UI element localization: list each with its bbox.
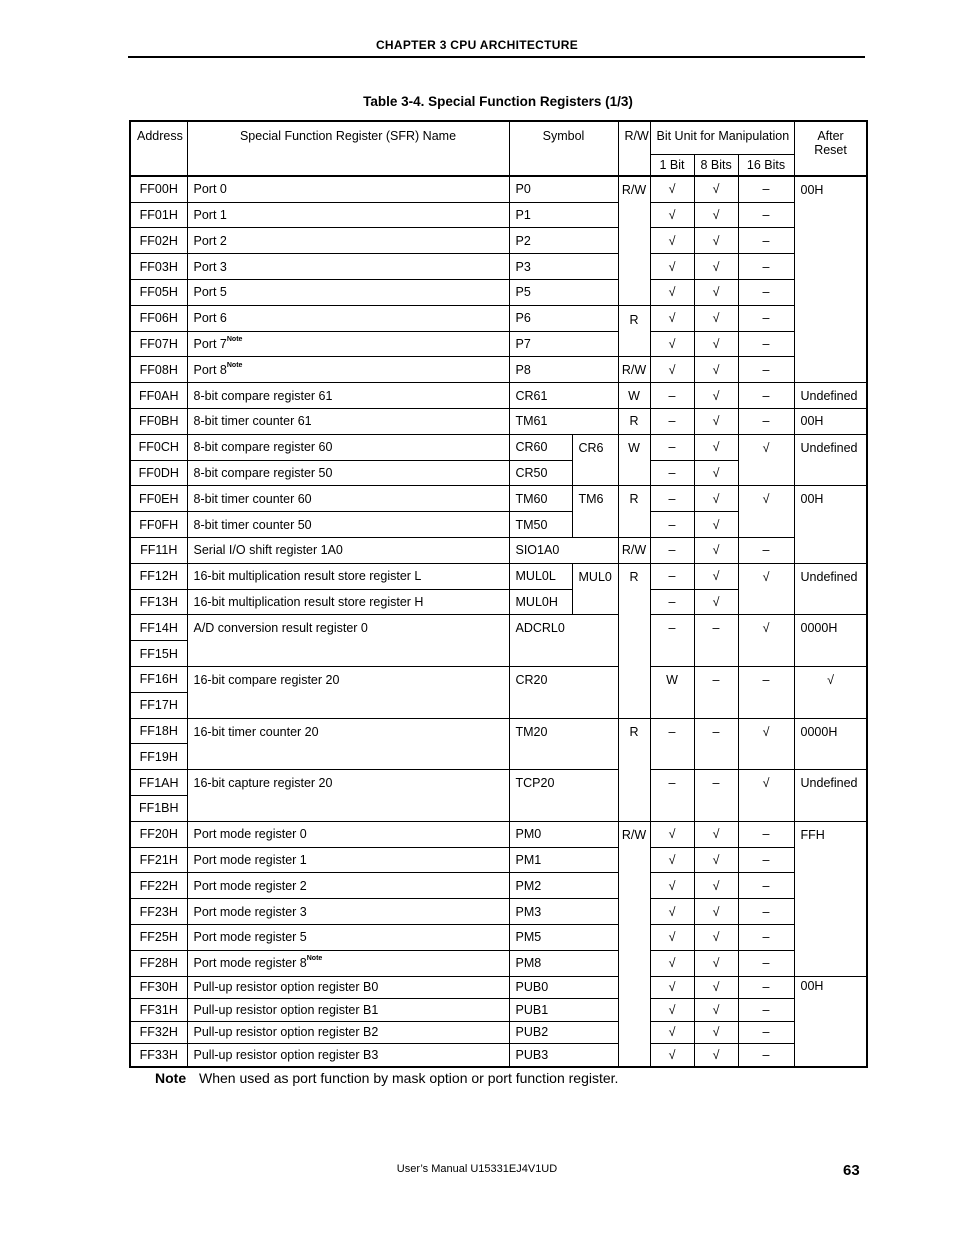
address-cell: FF06H (130, 305, 187, 331)
bit16-cell: – (738, 821, 794, 847)
rw-cell: W (618, 383, 650, 409)
address-cell: FF0FH (130, 512, 187, 538)
bit8-cell: √ (694, 434, 738, 460)
name-cell: Port 1 (187, 202, 509, 228)
bit16-cell: √ (738, 486, 794, 538)
address-cell: FF31H (130, 999, 187, 1022)
bit1-cell: – (650, 537, 694, 563)
address-cell: FF0DH (130, 460, 187, 486)
bit8-cell: √ (694, 202, 738, 228)
symbol-cell: P5 (509, 279, 618, 305)
bit16-cell: – (738, 305, 794, 331)
name-cell: 8-bit timer counter 60 (187, 486, 509, 512)
table-row (130, 821, 867, 847)
col-name: Special Function Register (SFR) Name (187, 121, 509, 176)
name-cell: 8-bit compare register 50 (187, 460, 509, 486)
address-cell: FF28H (130, 950, 187, 976)
table-row (130, 486, 867, 512)
symbol-cell: CR61 (509, 383, 618, 409)
bit8-cell: √ (694, 899, 738, 925)
address-cell: FF1AH (130, 770, 187, 796)
bit8-cell: √ (694, 254, 738, 280)
bit1-cell: – (694, 666, 738, 718)
table-row (130, 1044, 867, 1067)
bit8-cell: √ (694, 589, 738, 615)
bit1-cell: √ (650, 999, 694, 1022)
bit8-cell: √ (694, 331, 738, 357)
table-row (130, 718, 867, 744)
name-cell: 16-bit timer counter 20 (187, 718, 509, 770)
bit8-cell: √ (694, 408, 738, 434)
bit16-cell: – (738, 383, 794, 409)
bit8-cell: √ (694, 1021, 738, 1044)
bit1-cell: √ (650, 1044, 694, 1067)
table-row (130, 615, 867, 641)
name-cell (187, 950, 509, 976)
bit8-cell: √ (694, 228, 738, 254)
bit16-cell: – (738, 976, 794, 999)
table-row (130, 873, 867, 899)
symbol16-cell: CR6 (572, 434, 618, 486)
symbol-cell: P3 (509, 254, 618, 280)
symbol-cell: TM61 (509, 408, 618, 434)
bit8-cell: √ (694, 383, 738, 409)
bit8-cell: √ (694, 563, 738, 589)
symbol-cell: MUL0H (509, 589, 572, 615)
symbol-cell: CR20 (509, 666, 618, 718)
bit8-cell: √ (694, 357, 738, 383)
symbol-cell: PM1 (509, 847, 618, 873)
name-cell: Pull-up resistor option register B0 (187, 976, 509, 999)
address-cell: FF25H (130, 924, 187, 950)
symbol-cell: CR50 (509, 460, 572, 486)
table-row (130, 899, 867, 925)
table-row (130, 924, 867, 950)
bit1-cell: √ (650, 228, 694, 254)
reset-cell: 00H (794, 976, 867, 1067)
register-name: Port 7 (193, 336, 227, 351)
symbol-cell: P1 (509, 202, 618, 228)
bit1-cell: √ (650, 305, 694, 331)
bit1-cell: √ (650, 357, 694, 383)
bit1-cell: – (650, 615, 694, 667)
symbol-cell: MUL0L (509, 563, 572, 589)
name-cell: Serial I/O shift register 1A0 (187, 537, 509, 563)
table-title: Table 3-4. Special Function Registers (1/3) (363, 94, 633, 109)
register-name: Port mode register 8 (193, 956, 307, 971)
name-cell: Pull-up resistor option register B3 (187, 1044, 509, 1067)
symbol-cell: P8 (509, 357, 618, 383)
table-row (130, 563, 867, 589)
table-row (130, 847, 867, 873)
bit16-cell: – (738, 537, 794, 563)
col-symbol: Symbol (509, 121, 618, 176)
table-row (130, 176, 867, 202)
note-label: Note (155, 1070, 187, 1086)
bit8-cell: – (738, 666, 794, 718)
bit16-cell: – (738, 999, 794, 1022)
register-name: Port 8 (193, 362, 227, 377)
reset-label: Reset (814, 143, 847, 157)
chapter-heading: CHAPTER 3 CPU ARCHITECTURE (375, 38, 579, 52)
address-cell: FF14H (130, 615, 187, 641)
bit8-cell: √ (694, 176, 738, 202)
bit1-cell: √ (650, 176, 694, 202)
reset-cell: Undefined (794, 383, 867, 409)
symbol-cell: CR60 (509, 434, 572, 460)
address-cell: FF23H (130, 899, 187, 925)
symbol-cell: P6 (509, 305, 618, 331)
bit8-cell: √ (694, 976, 738, 999)
address-cell: FF13H (130, 589, 187, 615)
bit1-cell: – (650, 512, 694, 538)
reset-cell: 0000H (794, 718, 867, 770)
name-cell: Port mode register 3 (187, 899, 509, 925)
address-cell: FF0CH (130, 434, 187, 460)
bit1-cell: √ (650, 873, 694, 899)
bit16-cell: – (738, 202, 794, 228)
table-row (130, 279, 867, 305)
table-row (130, 408, 867, 434)
reset-cell: Undefined (794, 434, 867, 486)
name-cell: 8-bit timer counter 50 (187, 512, 509, 538)
name-cell: 16-bit compare register 20 (187, 666, 509, 718)
after-label: After (817, 129, 844, 143)
name-cell: 16-bit multiplication result store register L (187, 563, 509, 589)
name-cell: Port mode register 1 (187, 847, 509, 873)
rw-cell: R (618, 305, 650, 357)
symbol-cell: PM3 (509, 899, 618, 925)
symbol-cell: PM2 (509, 873, 618, 899)
bit16-cell: – (738, 254, 794, 280)
bit1-cell: √ (650, 1021, 694, 1044)
reset-cell: 00H (794, 486, 867, 563)
bit8-cell: √ (694, 999, 738, 1022)
address-cell: FF12H (130, 563, 187, 589)
address-cell: FF18H (130, 718, 187, 744)
name-cell: 8-bit compare register 60 (187, 434, 509, 460)
table-row (130, 434, 867, 460)
symbol-cell: TCP20 (509, 770, 618, 822)
col-rw: R/W (618, 121, 650, 176)
bit1-cell: – (650, 460, 694, 486)
name-cell: A/D conversion result register 0 (187, 615, 509, 667)
symbol-cell: PUB0 (509, 976, 618, 999)
bit1-cell: – (650, 383, 694, 409)
address-cell: FF15H (130, 641, 187, 667)
name-cell: Port 6 (187, 305, 509, 331)
bit8-cell: √ (694, 950, 738, 976)
symbol-cell: P0 (509, 176, 618, 202)
name-cell: Port 3 (187, 254, 509, 280)
bit8-cell: √ (694, 486, 738, 512)
address-cell: FF03H (130, 254, 187, 280)
table-row (130, 254, 867, 280)
name-cell: Port 2 (187, 228, 509, 254)
symbol-cell: TM20 (509, 718, 618, 770)
name-cell: Port 0 (187, 176, 509, 202)
rw-cell: R/W (618, 176, 650, 305)
address-cell: FF33H (130, 1044, 187, 1067)
bit8-cell: – (694, 770, 738, 822)
symbol-cell: PUB2 (509, 1021, 618, 1044)
address-cell: FF32H (130, 1021, 187, 1044)
symbol-cell: ADCRL0 (509, 615, 618, 667)
name-cell: Pull-up resistor option register B1 (187, 999, 509, 1022)
symbol-cell: PUB3 (509, 1044, 618, 1067)
bit1-cell: √ (650, 976, 694, 999)
bit16-cell: – (738, 873, 794, 899)
table-row (130, 999, 867, 1022)
table-row (130, 305, 867, 331)
rw-cell: W (618, 434, 650, 486)
table-row (130, 331, 867, 357)
bit16-cell: – (738, 924, 794, 950)
bit1-cell: √ (650, 899, 694, 925)
note-marker: Note (306, 955, 323, 963)
bit8-cell: √ (694, 873, 738, 899)
bit16-cell: – (738, 408, 794, 434)
table-row (130, 950, 867, 976)
footer-manual: User’s Manual U15331EJ4V1UD (396, 1163, 558, 1175)
col-bit-unit: Bit Unit for Manipulation (650, 121, 794, 154)
bit8-cell: √ (694, 924, 738, 950)
address-cell: FF01H (130, 202, 187, 228)
bit16-cell: – (738, 1021, 794, 1044)
name-cell: Port mode register 5 (187, 924, 509, 950)
bit1-cell: – (650, 486, 694, 512)
name-cell: 8-bit timer counter 61 (187, 408, 509, 434)
name-cell (187, 331, 509, 357)
reset-cell: 00H (794, 176, 867, 383)
table-row (130, 770, 867, 796)
bit1-cell: – (650, 589, 694, 615)
col-after-reset (794, 121, 867, 176)
bit16-cell: – (738, 279, 794, 305)
col-1bit: 1 Bit (650, 154, 694, 176)
bit16-cell: √ (738, 563, 794, 615)
symbol-cell: P7 (509, 331, 618, 357)
header-row (130, 121, 867, 154)
address-cell: FF0BH (130, 408, 187, 434)
name-cell: Port mode register 0 (187, 821, 509, 847)
bit1-cell: √ (650, 331, 694, 357)
address-cell: FF0AH (130, 383, 187, 409)
name-cell (187, 357, 509, 383)
address-cell: FF02H (130, 228, 187, 254)
address-cell: FF05H (130, 279, 187, 305)
bit16-cell: – (738, 357, 794, 383)
address-cell: FF1BH (130, 795, 187, 821)
symbol-cell: P2 (509, 228, 618, 254)
address-cell: FF20H (130, 821, 187, 847)
table-row (130, 537, 867, 563)
reset-cell: Undefined (794, 770, 867, 822)
rw-cell: R (618, 563, 650, 718)
bit8-cell: √ (694, 279, 738, 305)
bit8-cell: √ (694, 512, 738, 538)
address-cell: FF00H (130, 176, 187, 202)
note-marker: Note (226, 361, 243, 369)
rw-cell: R/W (618, 821, 650, 1066)
name-cell: Port 5 (187, 279, 509, 305)
bit16-cell: √ (738, 615, 794, 667)
bit8-cell: √ (694, 821, 738, 847)
bit8-cell: √ (694, 537, 738, 563)
bit1-cell: – (650, 718, 694, 770)
name-cell: Port mode register 2 (187, 873, 509, 899)
table-row (130, 202, 867, 228)
bit1-cell: √ (650, 254, 694, 280)
name-cell: 16-bit capture register 20 (187, 770, 509, 822)
bit1-cell: – (650, 563, 694, 589)
bit16-cell: – (738, 950, 794, 976)
address-cell: FF0EH (130, 486, 187, 512)
bit16-cell: – (738, 1044, 794, 1067)
address-cell: FF11H (130, 537, 187, 563)
table-row (130, 228, 867, 254)
bit1-cell: √ (650, 950, 694, 976)
bit16-cell: – (738, 176, 794, 202)
bit1-cell: – (650, 408, 694, 434)
address-cell: FF19H (130, 744, 187, 770)
symbol-cell: TM60 (509, 486, 572, 512)
reset-cell: 00H (794, 408, 867, 434)
rw-cell: R/W (618, 357, 650, 383)
address-cell: FF17H (130, 692, 187, 718)
bit1-cell: √ (650, 847, 694, 873)
symbol16-cell: MUL0 (572, 563, 618, 615)
col-address: Address (130, 121, 187, 176)
bit16-cell: √ (738, 770, 794, 822)
table-row (130, 383, 867, 409)
bit8-cell: √ (694, 1044, 738, 1067)
symbol-cell: PM5 (509, 924, 618, 950)
symbol-cell: PM8 (509, 950, 618, 976)
address-cell: FF07H (130, 331, 187, 357)
bit16-cell: – (738, 228, 794, 254)
address-cell: FF21H (130, 847, 187, 873)
reset-cell: Undefined (794, 563, 867, 615)
header-rule (128, 56, 865, 58)
bit16-cell: – (738, 331, 794, 357)
bit16-cell: √ (738, 718, 794, 770)
bit1-cell: – (650, 434, 694, 460)
page-number: 63 (843, 1162, 860, 1179)
note-text: When used as port function by mask option or port function register. (199, 1070, 619, 1086)
bit8-cell: √ (694, 847, 738, 873)
symbol-cell: TM50 (509, 512, 572, 538)
bit8-cell: √ (694, 460, 738, 486)
address-cell: FF22H (130, 873, 187, 899)
address-cell: FF30H (130, 976, 187, 999)
table-row (130, 666, 867, 692)
bit8-cell: – (694, 615, 738, 667)
rw-cell: W (650, 666, 694, 718)
address-cell: FF16H (130, 666, 187, 692)
bit16-cell: – (738, 847, 794, 873)
bit16-cell: √ (794, 666, 867, 718)
bit1-cell: – (650, 770, 694, 822)
name-cell: 16-bit multiplication result store register H (187, 589, 509, 615)
bit1-cell: √ (650, 924, 694, 950)
bit16-cell: √ (738, 434, 794, 486)
reset-cell: FFH (794, 821, 867, 976)
table-row (130, 976, 867, 999)
bit1-cell: √ (650, 279, 694, 305)
symbol-cell: PM0 (509, 821, 618, 847)
symbol-cell: SIO1A0 (509, 537, 618, 563)
rw-cell: R (618, 718, 650, 821)
note-marker: Note (226, 335, 243, 343)
bit8-cell: √ (694, 305, 738, 331)
symbol-cell: PUB1 (509, 999, 618, 1022)
symbol16-cell: TM6 (572, 486, 618, 538)
address-cell: FF08H (130, 357, 187, 383)
table-row (130, 1021, 867, 1044)
bit1-cell: √ (650, 821, 694, 847)
rw-cell: R (618, 486, 650, 538)
rw-cell: R (618, 408, 650, 434)
bit16-cell: – (738, 899, 794, 925)
reset-cell: 0000H (794, 615, 867, 667)
name-cell: Pull-up resistor option register B2 (187, 1021, 509, 1044)
col-8bits: 8 Bits (694, 154, 738, 176)
col-16bits: 16 Bits (738, 154, 794, 176)
name-cell: 8-bit compare register 61 (187, 383, 509, 409)
table-row (130, 357, 867, 383)
table-note (155, 1070, 618, 1086)
sfr-table (129, 120, 868, 1068)
bit8-cell: – (694, 718, 738, 770)
rw-cell: R/W (618, 537, 650, 563)
bit1-cell: √ (650, 202, 694, 228)
